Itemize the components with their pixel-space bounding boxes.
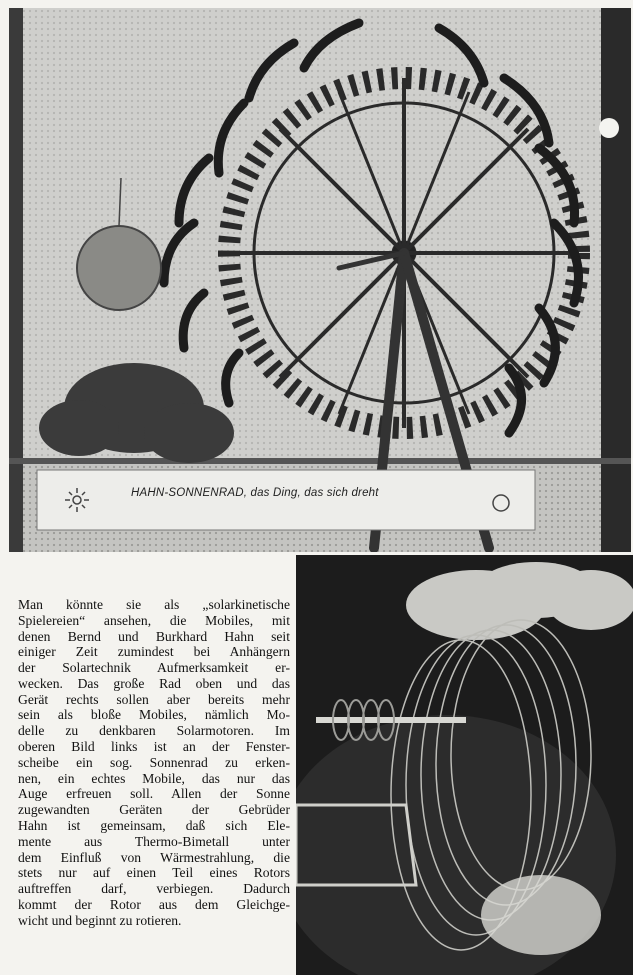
caption-line: Spielereien“ ansehen, die Mobiles, mit [18,612,290,628]
rotor-illustration [296,555,633,975]
caption-line: scheibe ein sog. Sonnenrad zu erken- [18,754,290,770]
caption-line: wecken. Das große Rad oben und das [18,675,290,691]
caption-line: Gerät rechts sollen aber bereits mehr [18,691,290,707]
caption-line: zugewandten Geräten der Gebrüder [18,802,290,818]
solar-wheel-illustration [9,8,631,552]
caption-line: mente aus Thermo-Bimetall unter [18,833,290,849]
caption-line: denen Bernd und Burkhard Hahn seit [18,628,290,644]
caption-line: sein als bloße Mobiles, nämlich Mo- [18,707,290,723]
caption-line: oberen Bild links ist an der Fenster- [18,739,290,755]
caption-line: stets nur auf einen Teil eines Rotors [18,865,290,881]
top-photo-solar-wheel [9,8,631,552]
caption-line: Auge erfreuen soll. Allen der Sonne [18,786,290,802]
caption-line: delle zu denkbaren Solarmotoren. Im [18,723,290,739]
caption-line: einiger Zeit zumindest bei Anhängern [18,644,290,660]
caption-line: Hahn ist gemeinsam, daß sich Ele- [18,817,290,833]
caption-text [18,597,290,928]
caption-line: kommt der Rotor aus dem Gleichge- [18,896,290,912]
caption-line: wicht und beginnt zu rotieren. [18,912,182,928]
caption-line: Man könnte sie als „solarkinetische [18,597,290,612]
bottom-right-photo-rotor [296,555,633,975]
caption-line: nen, ein echtes Mobile, das nur das [18,770,290,786]
caption-line: auftreffen darf, verbiegen. Dadurch [18,881,290,897]
sign-text: HAHN-SONNENRAD, das Ding, das sich dreht [131,487,379,499]
caption-line: dem Einfluß von Wärmestrahlung, die [18,849,290,865]
caption-line: der Solartechnik Aufmerksamkeit er- [18,660,290,676]
